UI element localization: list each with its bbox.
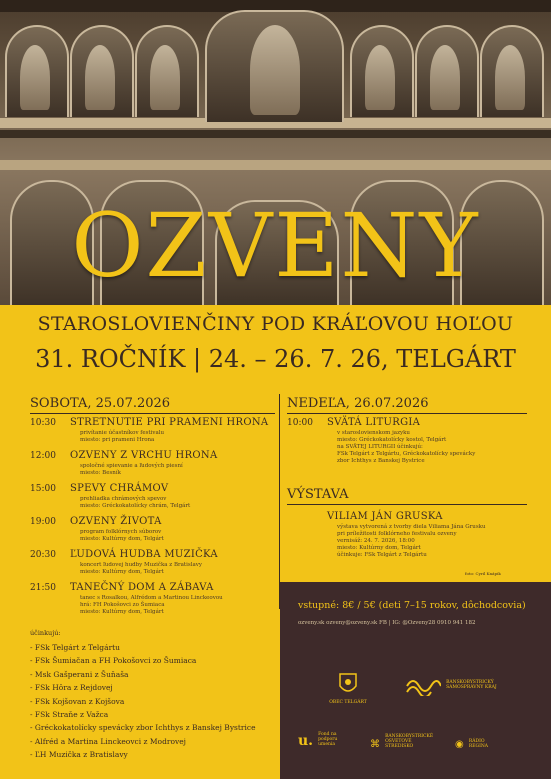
- exhibition-detail: miesto: Kultúrny dom, Telgárt: [337, 545, 421, 551]
- event-name: SVÄTÁ LITURGIA: [327, 417, 421, 428]
- festival-subtitle: STAROSLOVIENČINY POD KRÁĽOVOU HOĽOU: [37, 313, 514, 335]
- event-detail: prehliadka chrámových spevov: [80, 496, 167, 502]
- exhibition-name: VILIAM JÁN GRUSKA: [327, 511, 443, 522]
- divider: [279, 394, 280, 609]
- event-time: 21:50: [30, 583, 56, 593]
- event-detail: tanec s Rosalkou, Alfrédom a Martinou Linckeovou: [80, 595, 223, 601]
- event-time: 10:30: [30, 418, 56, 428]
- event-detail: FSk Telgárt z Telgártu, Gréckokatolícky spevácky: [337, 451, 476, 457]
- divider: [287, 413, 527, 414]
- event-name: STRETNUTIE PRI PRAMENI HRONA: [70, 417, 269, 428]
- event-time: 20:30: [30, 550, 56, 560]
- event-time: 12:00: [30, 451, 56, 461]
- event-detail: miesto: Gréckokatolícky kostol, Telgárt: [337, 437, 447, 443]
- event-time: 15:00: [30, 484, 56, 494]
- crest-icon: [338, 672, 358, 696]
- region-logo: BANSKOBYSTRICKÝ SAMOSPRÁVNY KRAJ: [405, 674, 535, 696]
- list-item: - ĽH Muzička z Bratislavy: [30, 750, 128, 760]
- event-detail: program folklórnych súborov: [80, 529, 162, 535]
- event-detail: hrá: FH Pokošovci zo Šumiaca: [80, 602, 165, 608]
- exhibition-detail: výstava vytvorená z tvorby diela Viliama Jána Grusku: [337, 524, 486, 530]
- divider: [287, 504, 527, 505]
- event-name: ĽUDOVÁ HUDBA MUZIČKA: [70, 549, 218, 560]
- event-time: 19:00: [30, 517, 56, 527]
- list-item: - FSk Hôra z Rejdovej: [30, 683, 113, 693]
- exhibition-heading: VÝSTAVA: [287, 487, 349, 502]
- event-detail: miesto: Kultúrny dom, Telgárt: [80, 569, 164, 575]
- exhibition-detail: pri príležitosti folklórneho festivalu ozveny: [337, 531, 457, 537]
- ksb-logo: ⌘ BANSKOBYSTRICKÉ OSVETOVÉ STREDISKO: [370, 734, 434, 750]
- list-item: - FSk Kojšovan z Kojšova: [30, 696, 125, 706]
- list-item: - Msk Gašperani z Šuňaša: [30, 669, 129, 679]
- event-detail: miesto: Besník: [80, 470, 121, 476]
- event-name: SPEVY CHRÁMOV: [70, 483, 169, 494]
- participants-label: účinkujú:: [30, 629, 61, 637]
- festival-title: OZVENY: [71, 194, 480, 297]
- event-detail: miesto: Kultúrny dom, Telgárt: [80, 609, 164, 615]
- ksb-icon: ⌘: [370, 739, 380, 750]
- event-name: OZVENY ŽIVOTA: [70, 516, 162, 527]
- list-item: - FSk Šumiačan a FH Pokošovci zo Šumiaca: [30, 656, 197, 666]
- event-detail: v staroslovienskom jazyku: [337, 430, 410, 436]
- event-time: 10:00: [287, 418, 313, 428]
- event-detail: miesto: Kultúrny dom, Telgárt: [80, 536, 164, 542]
- photo-credit: foto: Cyril Knápik: [465, 571, 501, 576]
- event-detail: miesto: Gréckokatolícky chrám, Telgárt: [80, 503, 191, 509]
- sunday-heading: NEDEĽA, 26.07.2026: [287, 396, 429, 411]
- event-detail: na SVÄTEJ LITURGII účinkujú:: [337, 444, 423, 450]
- event-detail: miesto: pri prameni Hrona: [80, 437, 155, 443]
- edition-line: 31. ROČNÍK | 24. – 26. 7. 26, TELGÁRT: [35, 345, 516, 373]
- list-item: - FSk Straňe z Važca: [30, 710, 109, 720]
- list-item: - FSk Telgárt z Telgártu: [30, 643, 120, 652]
- event-name: TANEČNÝ DOM A ZÁBAVA: [70, 582, 214, 593]
- exhibition-detail: vernisáž: 24. 7. 2026, 18:00: [337, 538, 415, 544]
- radio-icon: ◉: [455, 739, 464, 750]
- list-item: - Gréckokatolícky spevácky zbor Ichthys z Banskej Bystrice: [30, 723, 256, 733]
- participants-list: [30, 629, 290, 762]
- list-item: - Alfréd a Martina Linckeovci z Modrovej: [30, 736, 186, 746]
- fund-icon: u.: [298, 733, 314, 749]
- admission-text: vstupné: 8€ / 5€ (deti 7–15 rokov, dôchodcovia): [298, 600, 526, 611]
- saturday-heading: SOBOTA, 25.07.2026: [30, 396, 171, 411]
- info-panel: [280, 582, 551, 779]
- obec-logo: OBEC TELGÁRT: [328, 672, 368, 705]
- event-name: OZVENY Z VRCHU HRONA: [70, 450, 218, 461]
- event-detail: privítanie účastníkov festivalu: [80, 430, 165, 436]
- event-detail: zbor Ichthys z Banskej Bystrice: [337, 458, 425, 464]
- wave-icon: [405, 674, 441, 696]
- fund-logo: u. Fond na podporu umenia: [298, 732, 338, 749]
- contact-text: ozveny.sk ozveny@ozveny.sk FB | IG: @Ozveny28 0910 941 182: [298, 620, 476, 626]
- radio-logo: ◉ RÁDIO REGINA: [455, 739, 489, 750]
- event-detail: spoločné spievanie a ľudových piesní: [80, 463, 183, 469]
- exhibition-detail: účinkuje: FSk Telgárt z Telgártu: [337, 552, 427, 558]
- event-detail: koncert ľudovej hudby Muzička z Bratislavy: [80, 562, 202, 568]
- divider: [30, 413, 275, 414]
